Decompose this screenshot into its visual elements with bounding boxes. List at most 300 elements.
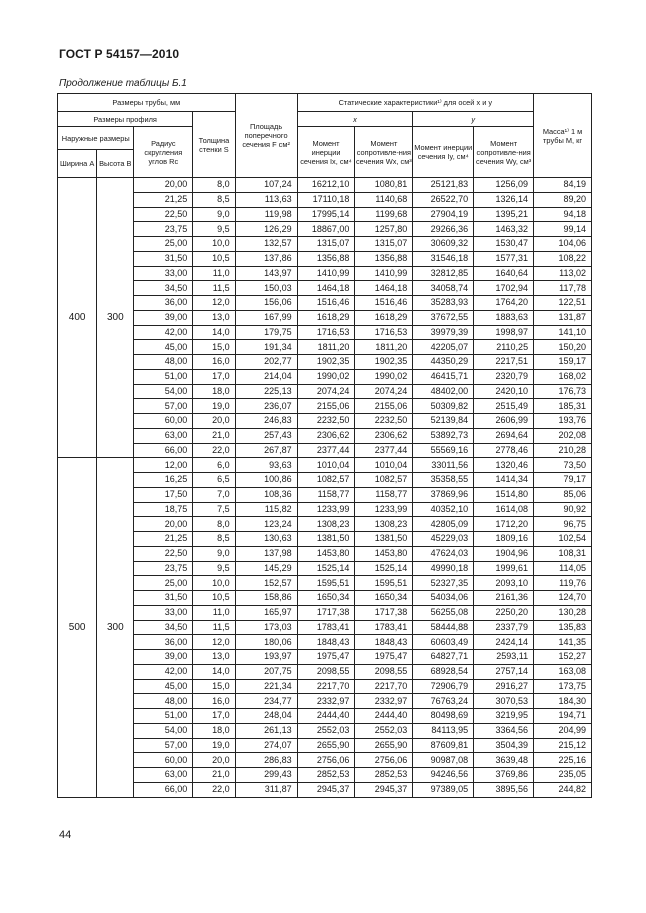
wy-cell: 2250,20 [474, 605, 534, 620]
table-row [58, 605, 592, 620]
thickness-cell: 20,0 [193, 414, 235, 429]
radius-cell: 57,00 [134, 399, 193, 414]
table-row [58, 487, 592, 502]
wy-cell: 1809,16 [474, 532, 534, 547]
wx-cell: 1618,29 [355, 310, 413, 325]
table-row [58, 414, 592, 429]
mass-cell: 215,12 [534, 738, 592, 753]
iy-cell: 56255,08 [413, 605, 474, 620]
area-cell: 152,57 [235, 576, 297, 591]
mass-cell: 194,71 [534, 709, 592, 724]
thickness-cell: 15,0 [193, 679, 235, 694]
wy-cell: 3504,39 [474, 738, 534, 753]
area-cell: 180,06 [235, 635, 297, 650]
iy-cell: 72906,79 [413, 679, 474, 694]
mass-cell: 173,75 [534, 679, 592, 694]
iy-cell: 31546,18 [413, 251, 474, 266]
wx-cell: 1525,14 [355, 561, 413, 576]
iy-cell: 97389,05 [413, 782, 474, 797]
wx-cell: 1308,23 [355, 517, 413, 532]
iy-cell: 46415,71 [413, 369, 474, 384]
radius-cell: 34,50 [134, 281, 193, 296]
mass-cell: 89,20 [534, 192, 592, 207]
iy-cell: 34058,74 [413, 281, 474, 296]
wy-cell: 1256,09 [474, 178, 534, 193]
area-cell: 93,63 [235, 458, 297, 473]
wx-cell: 1257,80 [355, 222, 413, 237]
radius-cell: 54,00 [134, 723, 193, 738]
mass-cell: 159,17 [534, 355, 592, 370]
wy-cell: 2320,79 [474, 369, 534, 384]
table-row [58, 664, 592, 679]
wy-cell: 3769,86 [474, 768, 534, 783]
radius-cell: 31,50 [134, 591, 193, 606]
wx-cell: 1315,07 [355, 237, 413, 252]
ix-cell: 2552,03 [297, 723, 355, 738]
mass-cell: 130,28 [534, 605, 592, 620]
area-cell: 165,97 [235, 605, 297, 620]
radius-cell: 18,75 [134, 502, 193, 517]
wx-cell: 1453,80 [355, 546, 413, 561]
ix-cell: 1082,57 [297, 473, 355, 488]
mass-cell: 108,31 [534, 546, 592, 561]
iy-cell: 49990,18 [413, 561, 474, 576]
area-cell: 286,83 [235, 753, 297, 768]
wx-cell: 2377,44 [355, 443, 413, 458]
height-cell: 300 [97, 178, 134, 458]
area-cell: 191,34 [235, 340, 297, 355]
radius-cell: 42,00 [134, 325, 193, 340]
table-row [58, 399, 592, 414]
thickness-cell: 13,0 [193, 650, 235, 665]
area-cell: 173,03 [235, 620, 297, 635]
wx-cell: 1848,43 [355, 635, 413, 650]
iy-cell: 52139,84 [413, 414, 474, 429]
mass-cell: 185,31 [534, 399, 592, 414]
radius-cell: 36,00 [134, 296, 193, 311]
table-row [58, 340, 592, 355]
radius-cell: 33,00 [134, 605, 193, 620]
wx-cell: 1811,20 [355, 340, 413, 355]
header-radius: Радиус скругления углов Rc [134, 127, 193, 178]
table-row [58, 635, 592, 650]
ix-cell: 2756,06 [297, 753, 355, 768]
iy-cell: 80498,69 [413, 709, 474, 724]
area-cell: 214,04 [235, 369, 297, 384]
radius-cell: 66,00 [134, 782, 193, 797]
radius-cell: 45,00 [134, 340, 193, 355]
ix-cell: 2217,70 [297, 679, 355, 694]
wy-cell: 2606,99 [474, 414, 534, 429]
iy-cell: 44350,29 [413, 355, 474, 370]
header-thickness: Толщина стенки S [193, 112, 235, 178]
table-row [58, 782, 592, 797]
wx-cell: 1381,50 [355, 532, 413, 547]
table-row [58, 222, 592, 237]
mass-cell: 104,06 [534, 237, 592, 252]
ix-cell: 2098,55 [297, 664, 355, 679]
ix-cell: 1010,04 [297, 458, 355, 473]
ix-cell: 2852,53 [297, 768, 355, 783]
area-cell: 225,13 [235, 384, 297, 399]
wx-cell: 1082,57 [355, 473, 413, 488]
area-cell: 100,86 [235, 473, 297, 488]
table-row [58, 369, 592, 384]
mass-cell: 131,87 [534, 310, 592, 325]
ix-cell: 2444,40 [297, 709, 355, 724]
radius-cell: 66,00 [134, 443, 193, 458]
radius-cell: 20,00 [134, 517, 193, 532]
table-row [58, 325, 592, 340]
radius-cell: 22,50 [134, 546, 193, 561]
thickness-cell: 17,0 [193, 709, 235, 724]
thickness-cell: 8,0 [193, 178, 235, 193]
wx-cell: 2232,50 [355, 414, 413, 429]
mass-cell: 244,82 [534, 782, 592, 797]
thickness-cell: 21,0 [193, 428, 235, 443]
radius-cell: 45,00 [134, 679, 193, 694]
wx-cell: 1716,53 [355, 325, 413, 340]
radius-cell: 48,00 [134, 355, 193, 370]
wy-cell: 1395,21 [474, 207, 534, 222]
radius-cell: 23,75 [134, 222, 193, 237]
wy-cell: 1904,96 [474, 546, 534, 561]
iy-cell: 32812,85 [413, 266, 474, 281]
table-row [58, 458, 592, 473]
table-row [58, 532, 592, 547]
mass-cell: 96,75 [534, 517, 592, 532]
ix-cell: 1650,34 [297, 591, 355, 606]
iy-cell: 29266,36 [413, 222, 474, 237]
iy-cell: 60603,49 [413, 635, 474, 650]
wy-cell: 1414,34 [474, 473, 534, 488]
table-row [58, 296, 592, 311]
thickness-cell: 10,0 [193, 576, 235, 591]
height-cell: 300 [97, 458, 134, 797]
iy-cell: 25121,83 [413, 178, 474, 193]
thickness-cell: 15,0 [193, 340, 235, 355]
table-row [58, 281, 592, 296]
area-cell: 113,63 [235, 192, 297, 207]
iy-cell: 42205,07 [413, 340, 474, 355]
thickness-cell: 8,5 [193, 192, 235, 207]
table-row [58, 753, 592, 768]
ix-cell: 2332,97 [297, 694, 355, 709]
mass-cell: 119,76 [534, 576, 592, 591]
radius-cell: 34,50 [134, 620, 193, 635]
ix-cell: 17995,14 [297, 207, 355, 222]
thickness-cell: 11,0 [193, 266, 235, 281]
wx-cell: 2552,03 [355, 723, 413, 738]
iy-cell: 35283,93 [413, 296, 474, 311]
thickness-cell: 10,0 [193, 237, 235, 252]
mass-cell: 135,83 [534, 620, 592, 635]
wx-cell: 1010,04 [355, 458, 413, 473]
area-cell: 221,34 [235, 679, 297, 694]
thickness-cell: 7,5 [193, 502, 235, 517]
header-height: Высота B [97, 150, 134, 178]
thickness-cell: 12,0 [193, 296, 235, 311]
thickness-cell: 16,0 [193, 355, 235, 370]
wx-cell: 1464,18 [355, 281, 413, 296]
iy-cell: 47624,03 [413, 546, 474, 561]
mass-cell: 152,27 [534, 650, 592, 665]
mass-cell: 141,10 [534, 325, 592, 340]
iy-cell: 87609,81 [413, 738, 474, 753]
wx-cell: 1717,38 [355, 605, 413, 620]
table-row [58, 251, 592, 266]
mass-cell: 90,92 [534, 502, 592, 517]
wx-cell: 1975,47 [355, 650, 413, 665]
thickness-cell: 11,5 [193, 281, 235, 296]
radius-cell: 23,75 [134, 561, 193, 576]
thickness-cell: 6,0 [193, 458, 235, 473]
mass-cell: 163,08 [534, 664, 592, 679]
thickness-cell: 16,0 [193, 694, 235, 709]
wy-cell: 2420,10 [474, 384, 534, 399]
header-axis-y: y [413, 112, 534, 127]
mass-cell: 150,20 [534, 340, 592, 355]
mass-cell: 102,54 [534, 532, 592, 547]
wy-cell: 2110,25 [474, 340, 534, 355]
mass-cell: 193,76 [534, 414, 592, 429]
iy-cell: 26522,70 [413, 192, 474, 207]
radius-cell: 25,00 [134, 237, 193, 252]
header-mass: Масса¹⁾ 1 м трубы M, кг [534, 94, 592, 178]
mass-cell: 108,22 [534, 251, 592, 266]
iy-cell: 94246,56 [413, 768, 474, 783]
area-cell: 167,99 [235, 310, 297, 325]
wx-cell: 1990,02 [355, 369, 413, 384]
table-row [58, 384, 592, 399]
area-cell: 115,82 [235, 502, 297, 517]
wx-cell: 1595,51 [355, 576, 413, 591]
wy-cell: 2515,49 [474, 399, 534, 414]
header-profile-dims: Размеры профиля [58, 112, 193, 127]
wy-cell: 2337,79 [474, 620, 534, 635]
mass-cell: 141,35 [534, 635, 592, 650]
radius-cell: 12,00 [134, 458, 193, 473]
iy-cell: 76763,24 [413, 694, 474, 709]
radius-cell: 39,00 [134, 650, 193, 665]
area-cell: 143,97 [235, 266, 297, 281]
wy-cell: 3070,53 [474, 694, 534, 709]
area-cell: 202,77 [235, 355, 297, 370]
wx-cell: 2074,24 [355, 384, 413, 399]
iy-cell: 90987,08 [413, 753, 474, 768]
area-cell: 207,75 [235, 664, 297, 679]
wy-cell: 3639,48 [474, 753, 534, 768]
wy-cell: 2217,51 [474, 355, 534, 370]
table-row [58, 473, 592, 488]
radius-cell: 60,00 [134, 753, 193, 768]
wx-cell: 2306,62 [355, 428, 413, 443]
ix-cell: 16212,10 [297, 178, 355, 193]
wy-cell: 1640,64 [474, 266, 534, 281]
area-cell: 261,13 [235, 723, 297, 738]
thickness-cell: 6,5 [193, 473, 235, 488]
ix-cell: 1595,51 [297, 576, 355, 591]
ix-cell: 1233,99 [297, 502, 355, 517]
area-cell: 299,43 [235, 768, 297, 783]
iy-cell: 45229,03 [413, 532, 474, 547]
radius-cell: 39,00 [134, 310, 193, 325]
table-row [58, 192, 592, 207]
ix-cell: 2155,06 [297, 399, 355, 414]
thickness-cell: 14,0 [193, 325, 235, 340]
ix-cell: 1717,38 [297, 605, 355, 620]
ix-cell: 1902,35 [297, 355, 355, 370]
ix-cell: 18867,00 [297, 222, 355, 237]
wx-cell: 1356,88 [355, 251, 413, 266]
wy-cell: 2694,64 [474, 428, 534, 443]
iy-cell: 40352,10 [413, 502, 474, 517]
radius-cell: 21,25 [134, 532, 193, 547]
thickness-cell: 17,0 [193, 369, 235, 384]
table-row [58, 561, 592, 576]
wy-cell: 3895,56 [474, 782, 534, 797]
wx-cell: 1158,77 [355, 487, 413, 502]
area-cell: 311,87 [235, 782, 297, 797]
mass-cell: 204,99 [534, 723, 592, 738]
table-row [58, 178, 592, 193]
mass-cell: 176,73 [534, 384, 592, 399]
ix-cell: 1356,88 [297, 251, 355, 266]
radius-cell: 25,00 [134, 576, 193, 591]
thickness-cell: 18,0 [193, 384, 235, 399]
mass-cell: 117,78 [534, 281, 592, 296]
header-area: Площадь поперечного сечения F см² [235, 94, 297, 178]
wy-cell: 1320,46 [474, 458, 534, 473]
ix-cell: 1315,07 [297, 237, 355, 252]
area-cell: 132,57 [235, 237, 297, 252]
table-row [58, 546, 592, 561]
ix-cell: 1464,18 [297, 281, 355, 296]
area-cell: 193,97 [235, 650, 297, 665]
area-cell: 137,86 [235, 251, 297, 266]
thickness-cell: 19,0 [193, 399, 235, 414]
table-row [58, 620, 592, 635]
radius-cell: 51,00 [134, 369, 193, 384]
ix-cell: 1848,43 [297, 635, 355, 650]
area-cell: 234,77 [235, 694, 297, 709]
header-outer-dims: Наружные размеры [58, 127, 134, 150]
wx-cell: 1650,34 [355, 591, 413, 606]
wx-cell: 1233,99 [355, 502, 413, 517]
document-title: ГОСТ Р 54157—2010 [59, 47, 180, 61]
ix-cell: 1410,99 [297, 266, 355, 281]
header-width: Ширина A [58, 150, 97, 178]
iy-cell: 37869,96 [413, 487, 474, 502]
table-body [58, 178, 592, 798]
page-number: 44 [59, 829, 72, 841]
thickness-cell: 9,0 [193, 207, 235, 222]
thickness-cell: 9,0 [193, 546, 235, 561]
thickness-cell: 22,0 [193, 443, 235, 458]
ix-cell: 1308,23 [297, 517, 355, 532]
wy-cell: 2916,27 [474, 679, 534, 694]
table-row [58, 576, 592, 591]
iy-cell: 58444,88 [413, 620, 474, 635]
mass-cell: 99,14 [534, 222, 592, 237]
header-static-chars: Статические характеристики¹⁾ для осей x и y [297, 94, 533, 112]
pipe-dimensions-table [57, 93, 592, 798]
mass-cell: 94,18 [534, 207, 592, 222]
table-row [58, 443, 592, 458]
wy-cell: 2424,14 [474, 635, 534, 650]
wx-cell: 2756,06 [355, 753, 413, 768]
ix-cell: 1453,80 [297, 546, 355, 561]
radius-cell: 17,50 [134, 487, 193, 502]
thickness-cell: 22,0 [193, 782, 235, 797]
radius-cell: 21,25 [134, 192, 193, 207]
wx-cell: 1516,46 [355, 296, 413, 311]
iy-cell: 39979,39 [413, 325, 474, 340]
mass-cell: 235,05 [534, 768, 592, 783]
ix-cell: 1990,02 [297, 369, 355, 384]
radius-cell: 48,00 [134, 694, 193, 709]
table-row [58, 679, 592, 694]
table-row [58, 591, 592, 606]
wx-cell: 1783,41 [355, 620, 413, 635]
table-row [58, 355, 592, 370]
table-row [58, 517, 592, 532]
area-cell: 145,29 [235, 561, 297, 576]
wx-cell: 1199,68 [355, 207, 413, 222]
ix-cell: 1525,14 [297, 561, 355, 576]
iy-cell: 27904,19 [413, 207, 474, 222]
radius-cell: 16,25 [134, 473, 193, 488]
wy-cell: 1326,14 [474, 192, 534, 207]
wy-cell: 1530,47 [474, 237, 534, 252]
header-wy: Момент сопротивле-ния сечения Wy, см³ [474, 127, 534, 178]
table-row [58, 237, 592, 252]
mass-cell: 114,05 [534, 561, 592, 576]
wy-cell: 1883,63 [474, 310, 534, 325]
thickness-cell: 8,5 [193, 532, 235, 547]
radius-cell: 63,00 [134, 768, 193, 783]
wy-cell: 3364,56 [474, 723, 534, 738]
table-row [58, 709, 592, 724]
ix-cell: 2655,90 [297, 738, 355, 753]
wy-cell: 2778,46 [474, 443, 534, 458]
area-cell: 158,86 [235, 591, 297, 606]
mass-cell: 202,08 [534, 428, 592, 443]
area-cell: 179,75 [235, 325, 297, 340]
mass-cell: 210,28 [534, 443, 592, 458]
wy-cell: 2161,36 [474, 591, 534, 606]
wy-cell: 1999,61 [474, 561, 534, 576]
radius-cell: 22,50 [134, 207, 193, 222]
radius-cell: 51,00 [134, 709, 193, 724]
area-cell: 126,29 [235, 222, 297, 237]
wy-cell: 1712,20 [474, 517, 534, 532]
thickness-cell: 9,5 [193, 561, 235, 576]
ix-cell: 1783,41 [297, 620, 355, 635]
radius-cell: 33,00 [134, 266, 193, 281]
radius-cell: 60,00 [134, 414, 193, 429]
ix-cell: 2945,37 [297, 782, 355, 797]
table-row [58, 502, 592, 517]
mass-cell: 225,16 [534, 753, 592, 768]
thickness-cell: 8,0 [193, 517, 235, 532]
wy-cell: 1998,97 [474, 325, 534, 340]
iy-cell: 54034,06 [413, 591, 474, 606]
wx-cell: 2945,37 [355, 782, 413, 797]
ix-cell: 2232,50 [297, 414, 355, 429]
table-row [58, 428, 592, 443]
iy-cell: 35358,55 [413, 473, 474, 488]
